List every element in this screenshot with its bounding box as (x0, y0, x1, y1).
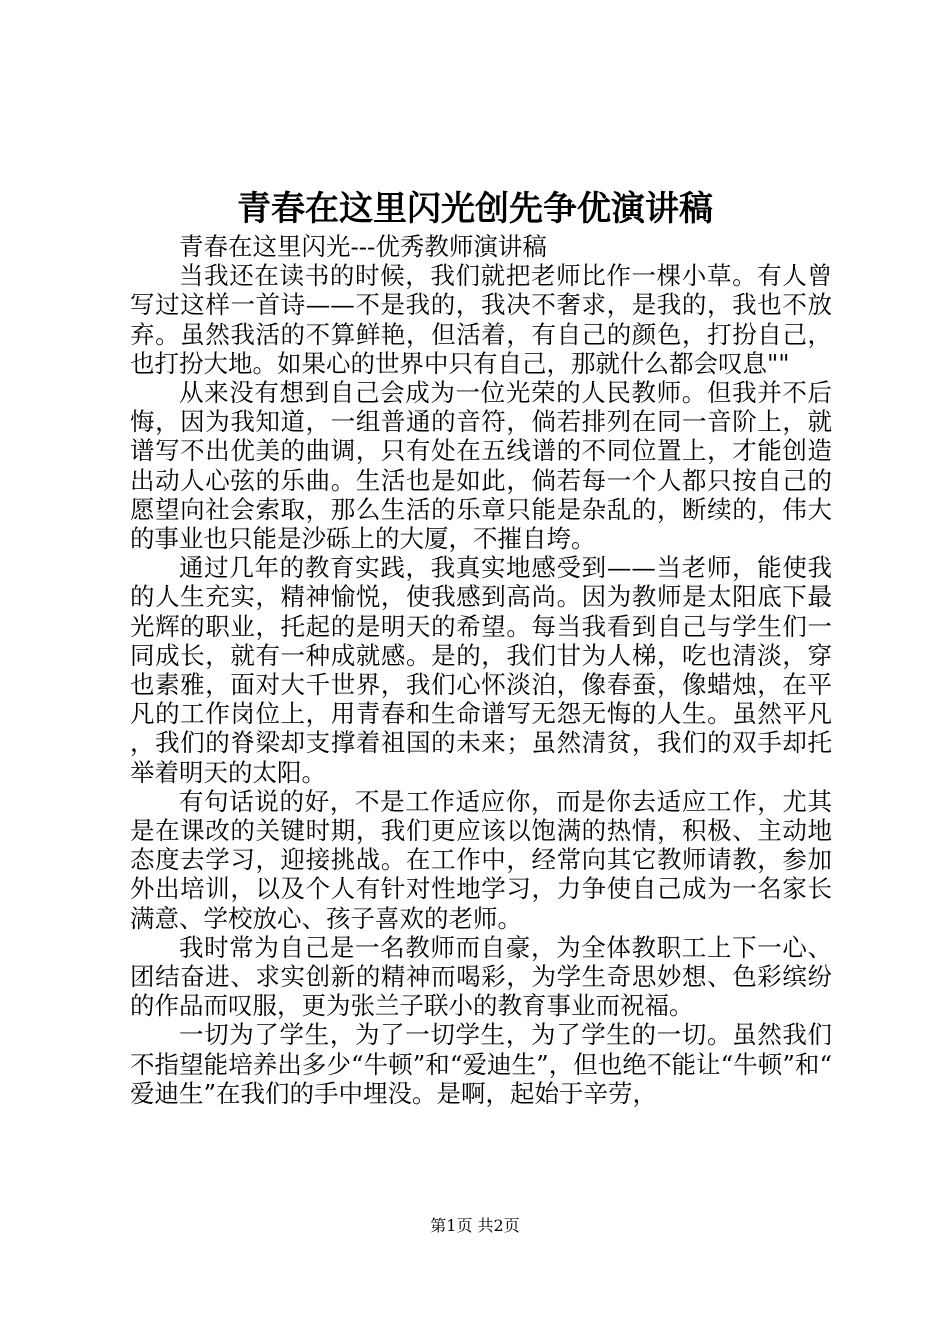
document-title: 青春在这里闪光创先争优演讲稿 (237, 189, 713, 229)
body-paragraph: 有句话说的好，不是工作适应你，而是你去适应工作，尤其是在课改的关键时期，我们更应该以饱满的热情，积极、主动地态度去学习，迎接挑战。在工作中，经常向其它教师请教，参加外出培训，以及个人有针对性地学习，力争使自己成为一名家长满意、学校放心、孩子喜欢的老师。 (130, 786, 832, 933)
body-paragraph: 一切为了学生，为了一切学生，为了学生的一切。虽然我们不指望能培养出多少“牛顿”和“爱迪生”，但也绝不能让“牛顿”和“爱迪生”在我们的手中埋没。是啊，起始于辛劳， (130, 1020, 832, 1108)
subtitle-paragraph: 青春在这里闪光---优秀教师演讲稿 (179, 232, 547, 261)
page-number-footer: 第1页 共2页 (430, 1216, 520, 1235)
body-paragraph: 当我还在读书的时候，我们就把老师比作一棵小草。有人曾写过这样一首诗——不是我的，我决不奢求，是我的，我也不放弃。虽然我活的不算鲜艳，但活着，有自己的颜色，打扮自己，也打扮大地。如果心的世界中只有自己，那就什么都会叹息"" (130, 261, 832, 378)
body-paragraph: 从来没有想到自己会成为一位光荣的人民教师。但我并不后悔，因为我知道，一组普通的音符，倘若排列在同一音阶上，就谱写不出优美的曲调，只有处在五线谱的不同位置上，才能创造出动人心弦的乐曲。生活也是如此，倘若每一个人都只按自己的愿望向社会索取，那么生活的乐章只能是杂乱的，断续的，伟大的事业也只能是沙砾上的大厦，不摧自垮。 (130, 378, 832, 554)
body-paragraph: 我时常为自己是一名教师而自豪，为全体教职工上下一心、团结奋进、求实创新的精神而喝彩，为学生奇思妙想、色彩缤纷的作品而叹服，更为张兰子联小的教育事业而祝福。 (130, 932, 832, 1021)
document-body (130, 232, 832, 1108)
body-paragraph: 通过几年的教育实践，我真实地感受到——当老师，能使我的人生充实，精神愉悦，使我感到高尚。因为教师是太阳底下最光辉的职业，托起的是明天的希望。每当我看到自己与学生们一同成长，就有一种成就感。是的，我们甘为人梯，吃也清淡，穿也素雅，面对大千世界，我们心怀淡泊，像春蚕，像蜡烛，在平凡的工作岗位上，用青春和生命谱写无怨无悔的人生。虽然平凡，我们的脊梁却支撑着祖国的未来；虽然清贫，我们的双手却托举着明天的太阳。 (130, 553, 832, 787)
